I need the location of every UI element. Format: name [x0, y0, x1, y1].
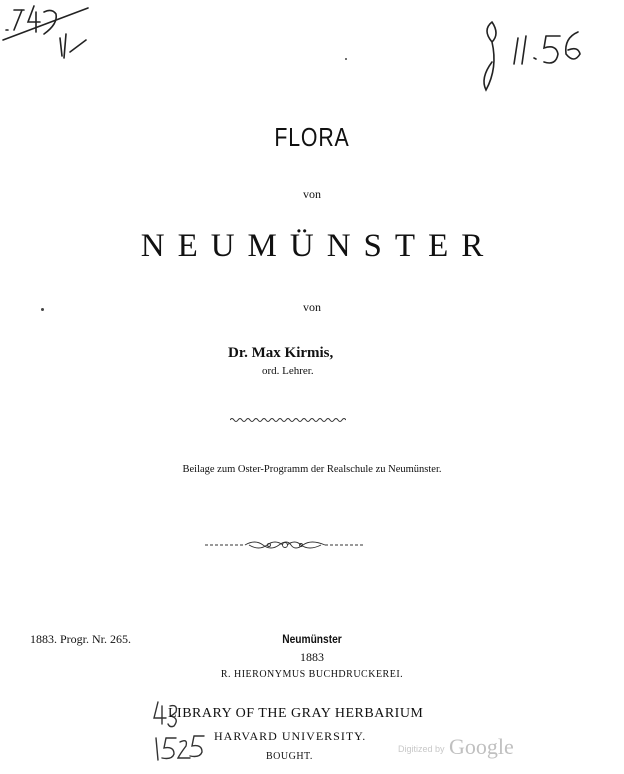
author-role: ord. Lehrer. — [262, 365, 314, 377]
ornament-divider — [205, 537, 365, 553]
digitized-by-label: Digitized by — [398, 744, 445, 754]
library-stamp-line-2: HARVARD UNIVERSITY. — [214, 729, 367, 743]
program-reference: 1883. Progr. Nr. 265. — [30, 632, 132, 646]
handwritten-note-top-left — [0, 0, 110, 80]
place-title: NEUMÜNSTER — [140, 228, 497, 264]
google-watermark-logo: Google — [449, 734, 514, 759]
paper-speck — [41, 308, 44, 311]
handwritten-note-top-right — [478, 8, 588, 98]
wavy-rule-divider — [230, 416, 346, 424]
von-line-1: von — [303, 187, 321, 201]
book-title: FLORA — [274, 122, 350, 152]
von-line-2: von — [303, 300, 321, 314]
imprint-printer: R. HIERONYMUS BUCHDRUCKEREI. — [220, 669, 404, 680]
imprint-place: Neumünster — [282, 632, 342, 646]
library-stamp-line-3: BOUGHT. — [266, 751, 313, 762]
library-stamp-line-1: LIBRARY OF THE GRAY HERBARIUM — [168, 706, 424, 721]
paper-speck — [345, 58, 347, 60]
author-name: Dr. Max Kirmis, — [228, 345, 334, 361]
supplement-note: Beilage zum Oster-Programm der Realschule zu Neumünster. — [182, 464, 442, 475]
imprint-year: 1883 — [300, 650, 324, 664]
